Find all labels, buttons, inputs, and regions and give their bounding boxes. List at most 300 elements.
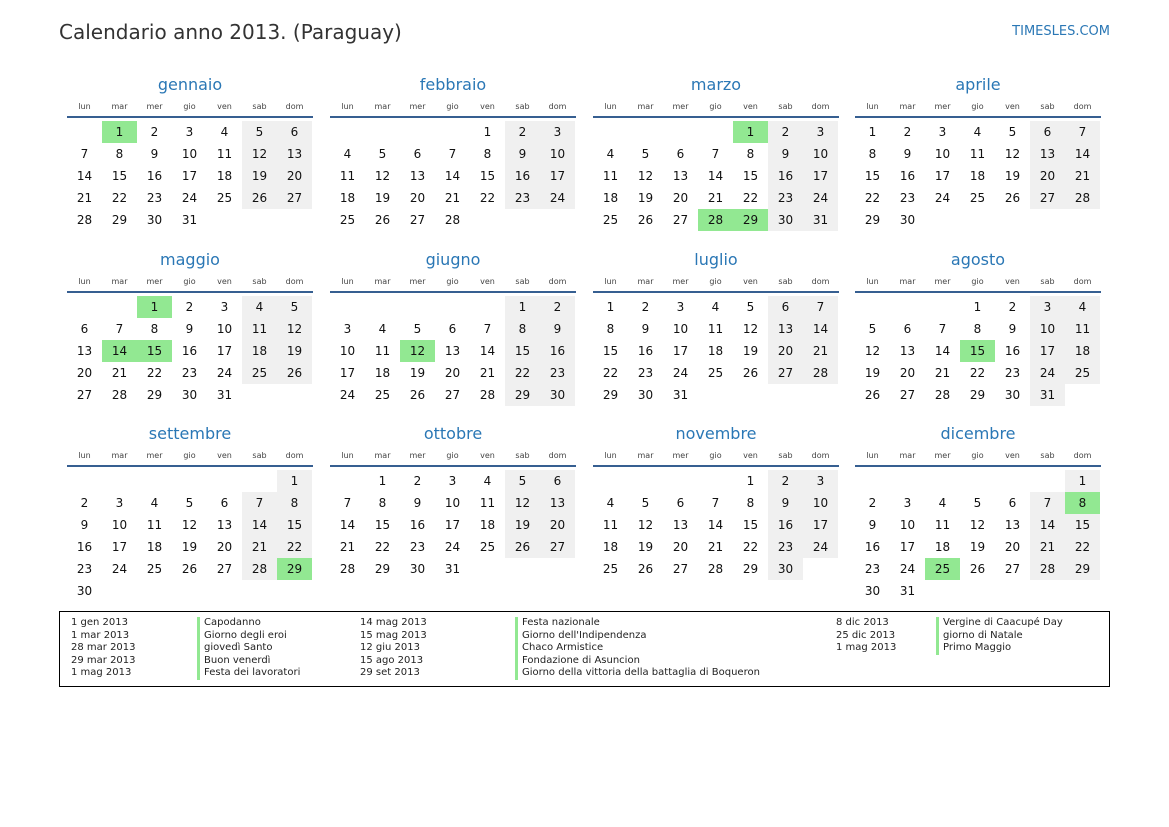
day-cell: 16 <box>768 514 803 536</box>
day-cell: 27 <box>409 213 426 227</box>
month-name: luglio <box>694 250 738 269</box>
weekday-label: gio <box>971 451 984 460</box>
day-cell: 11 <box>1065 318 1100 340</box>
day-cell: 1 <box>973 300 982 314</box>
day-cell: 4 <box>938 496 947 510</box>
day-cell: 13 <box>1030 143 1065 165</box>
day-cell: 10 <box>803 143 838 165</box>
day-cell: 6 <box>768 296 803 318</box>
day-cell: 23 <box>76 562 93 576</box>
weekday-label: ven <box>480 451 495 460</box>
day-cell: 17 <box>803 165 838 187</box>
empty-day-cell <box>803 384 838 406</box>
day-cell: 28 <box>1030 558 1065 580</box>
day-cell: 1 <box>505 296 540 318</box>
day-cell: 9 <box>413 496 422 510</box>
weekday-label: lun <box>866 102 879 111</box>
weekday-label: sab <box>778 451 793 460</box>
legend-holiday-name: giorno di Natale <box>936 630 1063 643</box>
empty-day-cell <box>1030 580 1065 602</box>
day-cell: 6 <box>676 496 685 510</box>
day-cell: 1 <box>746 474 755 488</box>
weekday-label: sab <box>515 102 530 111</box>
day-cell: 4 <box>242 296 277 318</box>
day-cell: 23 <box>768 187 803 209</box>
day-cell: 25 <box>707 366 724 380</box>
month-name: dicembre <box>940 424 1016 443</box>
empty-day-cell <box>925 296 960 318</box>
day-cell: 29 <box>742 562 759 576</box>
empty-day-cell <box>207 470 242 492</box>
day-cell: 21 <box>1030 536 1065 558</box>
legend-date: 15 ago 2013 <box>360 654 424 666</box>
empty-day-cell <box>365 296 400 318</box>
weekday-label: lun <box>866 451 879 460</box>
week-row <box>67 362 313 384</box>
empty-day-cell <box>960 209 995 231</box>
day-cell: 13 <box>409 169 426 183</box>
weekday-label: dom <box>1073 451 1092 460</box>
weekday-label: mar <box>374 277 391 286</box>
day-cell: 9 <box>505 143 540 165</box>
site-link[interactable]: TIMESLES.COM <box>1012 24 1110 39</box>
weekday-label: sab <box>1040 277 1055 286</box>
day-cell: 9 <box>1008 322 1017 336</box>
weekday-label: ven <box>217 277 232 286</box>
month-name: giugno <box>425 250 481 269</box>
day-cell: 30 <box>181 388 198 402</box>
weekday-label: ven <box>1005 451 1020 460</box>
day-cell: 2 <box>505 121 540 143</box>
day-cell: 19 <box>637 191 654 205</box>
legend-date: 12 giu 2013 <box>360 642 420 654</box>
empty-day-cell <box>540 209 575 231</box>
week-row <box>67 296 313 318</box>
day-cell: 2 <box>185 300 194 314</box>
day-cell: 7 <box>483 322 492 336</box>
day-cell: 3 <box>803 121 838 143</box>
day-cell: 5 <box>277 296 312 318</box>
month-ottobre <box>330 423 576 580</box>
week-row <box>67 558 313 580</box>
day-cell: 29 <box>111 213 128 227</box>
week-row <box>593 296 839 318</box>
day-cell: 29 <box>864 213 881 227</box>
day-cell: 19 <box>242 165 277 187</box>
day-cell: 20 <box>1030 165 1065 187</box>
empty-day-cell <box>593 470 628 492</box>
weekday-label: sab <box>515 451 530 460</box>
header-rule <box>593 291 839 293</box>
holiday-day-cell: 1 <box>102 121 137 143</box>
week-row <box>593 318 839 340</box>
weekday-label: dom <box>548 102 567 111</box>
empty-day-cell <box>1065 384 1100 406</box>
empty-day-cell <box>733 384 768 406</box>
day-cell: 19 <box>409 366 426 380</box>
day-cell: 27 <box>768 362 803 384</box>
day-cell: 20 <box>444 366 461 380</box>
day-cell: 11 <box>707 322 724 336</box>
day-cell: 6 <box>413 147 422 161</box>
day-cell: 18 <box>969 169 986 183</box>
day-cell: 14 <box>707 518 724 532</box>
day-cell: 16 <box>768 165 803 187</box>
day-cell: 8 <box>378 496 387 510</box>
day-cell: 22 <box>969 366 986 380</box>
day-cell: 27 <box>672 213 689 227</box>
day-cell: 6 <box>1030 121 1065 143</box>
day-cell: 1 <box>1065 470 1100 492</box>
day-cell: 2 <box>80 496 89 510</box>
empty-day-cell <box>505 209 540 231</box>
empty-day-cell <box>995 580 1030 602</box>
day-cell: 24 <box>181 191 198 205</box>
day-cell: 11 <box>969 147 986 161</box>
day-cell: 15 <box>505 340 540 362</box>
day-cell: 6 <box>277 121 312 143</box>
day-cell: 7 <box>242 492 277 514</box>
legend-holiday-name: Giorno dell'Indipendenza <box>515 630 760 643</box>
day-cell: 16 <box>409 518 426 532</box>
empty-day-cell <box>277 384 312 406</box>
holiday-day-cell: 15 <box>960 340 995 362</box>
day-cell: 13 <box>76 344 93 358</box>
holiday-day-cell: 25 <box>925 558 960 580</box>
day-cell: 7 <box>80 147 89 161</box>
empty-day-cell <box>470 296 505 318</box>
holiday-day-cell: 15 <box>137 340 172 362</box>
day-cell: 30 <box>768 558 803 580</box>
empty-day-cell <box>1030 209 1065 231</box>
day-cell: 2 <box>768 121 803 143</box>
day-cell: 5 <box>378 147 387 161</box>
legend-holiday-name: Buon venerdì <box>197 655 300 668</box>
weekday-label: dom <box>1073 102 1092 111</box>
empty-day-cell <box>628 470 663 492</box>
day-cell: 25 <box>602 213 619 227</box>
empty-day-cell <box>207 209 242 231</box>
empty-day-cell <box>242 470 277 492</box>
week-row <box>593 143 839 165</box>
day-cell: 23 <box>505 187 540 209</box>
weekday-label: mar <box>637 451 654 460</box>
day-cell: 22 <box>277 536 312 558</box>
empty-day-cell <box>67 121 102 143</box>
week-row <box>67 318 313 340</box>
day-cell: 10 <box>111 518 128 532</box>
day-cell: 5 <box>746 300 755 314</box>
empty-day-cell <box>102 580 137 602</box>
weekday-label: gio <box>709 102 722 111</box>
day-cell: 21 <box>934 366 951 380</box>
day-cell: 11 <box>242 318 277 340</box>
day-cell: 17 <box>181 169 198 183</box>
header-rule <box>330 465 576 467</box>
day-cell: 30 <box>540 384 575 406</box>
day-cell: 22 <box>146 366 163 380</box>
day-cell: 9 <box>903 147 912 161</box>
weekday-label: sab <box>252 451 267 460</box>
week-row <box>855 143 1101 165</box>
day-cell: 4 <box>378 322 387 336</box>
empty-day-cell <box>925 580 960 602</box>
month-dicembre <box>855 423 1101 602</box>
day-cell: 21 <box>339 540 356 554</box>
weekday-label: ven <box>480 102 495 111</box>
weekday-label: mar <box>899 451 916 460</box>
weekday-label: gio <box>709 277 722 286</box>
day-cell: 20 <box>1004 540 1021 554</box>
day-cell: 10 <box>339 344 356 358</box>
day-cell: 30 <box>768 209 803 231</box>
day-cell: 8 <box>973 322 982 336</box>
day-cell: 15 <box>602 344 619 358</box>
day-cell: 24 <box>339 388 356 402</box>
day-cell: 27 <box>76 388 93 402</box>
header-rule <box>593 116 839 118</box>
empty-day-cell <box>102 296 137 318</box>
day-cell: 4 <box>343 147 352 161</box>
day-cell: 2 <box>868 496 877 510</box>
day-cell: 28 <box>803 362 838 384</box>
day-cell: 10 <box>803 492 838 514</box>
holiday-day-cell: 29 <box>733 209 768 231</box>
day-cell: 21 <box>76 191 93 205</box>
week-row <box>330 165 576 187</box>
day-cell: 13 <box>672 518 689 532</box>
day-cell: 16 <box>505 165 540 187</box>
empty-day-cell <box>207 580 242 602</box>
month-giugno <box>330 249 576 406</box>
day-cell: 5 <box>641 496 650 510</box>
day-cell: 24 <box>934 191 951 205</box>
day-cell: 14 <box>934 344 951 358</box>
month-name: novembre <box>675 424 757 443</box>
day-cell: 26 <box>1004 191 1021 205</box>
week-row <box>855 318 1101 340</box>
week-row <box>330 384 576 406</box>
day-cell: 30 <box>146 213 163 227</box>
week-row <box>855 121 1101 143</box>
day-cell: 2 <box>641 300 650 314</box>
day-cell: 17 <box>1030 340 1065 362</box>
weekday-label: ven <box>743 277 758 286</box>
holiday-day-cell: 12 <box>400 340 435 362</box>
week-row <box>330 143 576 165</box>
weekday-label: sab <box>1040 102 1055 111</box>
day-cell: 16 <box>637 344 654 358</box>
month-luglio <box>593 249 839 406</box>
day-cell: 19 <box>277 340 312 362</box>
weekday-label: dom <box>285 277 304 286</box>
legend-date: 1 mag 2013 <box>836 642 897 654</box>
day-cell: 1 <box>606 300 615 314</box>
day-cell: 30 <box>899 213 916 227</box>
day-cell: 11 <box>602 169 619 183</box>
legend-names-col-2 <box>515 617 760 680</box>
empty-day-cell <box>925 209 960 231</box>
day-cell: 4 <box>483 474 492 488</box>
weekday-label: mer <box>409 277 426 286</box>
day-cell: 4 <box>973 125 982 139</box>
day-cell: 18 <box>602 540 619 554</box>
weekday-label: gio <box>446 102 459 111</box>
day-cell: 31 <box>216 388 233 402</box>
day-cell: 12 <box>637 518 654 532</box>
weekday-label: gio <box>971 277 984 286</box>
week-row <box>67 340 313 362</box>
day-cell: 7 <box>803 296 838 318</box>
empty-day-cell <box>995 470 1030 492</box>
day-cell: 14 <box>803 318 838 340</box>
day-cell: 17 <box>111 540 128 554</box>
day-cell: 7 <box>1065 121 1100 143</box>
weekday-label: lun <box>78 451 91 460</box>
empty-day-cell <box>400 296 435 318</box>
day-cell: 21 <box>1065 165 1100 187</box>
month-name: aprile <box>955 75 1001 94</box>
day-cell: 13 <box>444 344 461 358</box>
day-cell: 11 <box>216 147 233 161</box>
day-cell: 20 <box>672 540 689 554</box>
week-row <box>593 187 839 209</box>
day-cell: 30 <box>1004 388 1021 402</box>
legend-holiday-name: giovedì Santo <box>197 642 300 655</box>
empty-day-cell <box>890 296 925 318</box>
week-row <box>67 209 313 231</box>
day-cell: 22 <box>479 191 496 205</box>
day-cell: 23 <box>181 366 198 380</box>
day-cell: 6 <box>1008 496 1017 510</box>
legend-names-col-1 <box>197 617 300 680</box>
day-cell: 7 <box>711 147 720 161</box>
week-row <box>855 514 1101 536</box>
legend-holiday-name: Primo Maggio <box>936 642 1063 655</box>
empty-day-cell <box>330 296 365 318</box>
day-cell: 17 <box>803 514 838 536</box>
day-cell: 23 <box>409 540 426 554</box>
week-row <box>330 514 576 536</box>
week-row <box>330 536 576 558</box>
empty-day-cell <box>855 296 890 318</box>
month-novembre <box>593 423 839 580</box>
week-row <box>330 340 576 362</box>
week-row <box>593 121 839 143</box>
day-cell: 11 <box>934 518 951 532</box>
empty-day-cell <box>330 121 365 143</box>
day-cell: 5 <box>868 322 877 336</box>
weekday-header <box>855 274 1101 289</box>
weekday-header <box>855 99 1101 114</box>
day-cell: 5 <box>1008 125 1017 139</box>
holiday-day-cell: 14 <box>102 340 137 362</box>
day-cell: 8 <box>606 322 615 336</box>
day-cell: 25 <box>479 540 496 554</box>
empty-day-cell <box>470 209 505 231</box>
day-cell: 21 <box>111 366 128 380</box>
header-rule <box>855 116 1101 118</box>
day-cell: 25 <box>146 562 163 576</box>
day-cell: 24 <box>111 562 128 576</box>
weekday-header <box>67 448 313 463</box>
day-cell: 5 <box>973 496 982 510</box>
day-cell: 3 <box>115 496 124 510</box>
day-cell: 21 <box>707 191 724 205</box>
week-row <box>593 514 839 536</box>
day-cell: 31 <box>444 562 461 576</box>
day-cell: 20 <box>672 191 689 205</box>
day-cell: 13 <box>216 518 233 532</box>
weekday-label: lun <box>341 451 354 460</box>
day-cell: 8 <box>868 147 877 161</box>
day-cell: 10 <box>216 322 233 336</box>
weekday-label: gio <box>446 277 459 286</box>
day-cell: 6 <box>220 496 229 510</box>
day-cell: 5 <box>641 147 650 161</box>
legend-dates-col-2 <box>360 617 427 680</box>
day-cell: 21 <box>242 536 277 558</box>
weekday-header <box>67 274 313 289</box>
weekday-label: gio <box>183 102 196 111</box>
weekday-label: mer <box>672 451 689 460</box>
week-row <box>67 492 313 514</box>
day-cell: 8 <box>505 318 540 340</box>
day-cell: 8 <box>150 322 159 336</box>
weekday-label: mer <box>672 102 689 111</box>
day-cell: 6 <box>80 322 89 336</box>
day-cell: 16 <box>181 344 198 358</box>
day-cell: 2 <box>150 125 159 139</box>
empty-day-cell <box>1065 209 1100 231</box>
day-cell: 12 <box>864 344 881 358</box>
day-cell: 10 <box>1030 318 1065 340</box>
day-cell: 30 <box>637 388 654 402</box>
weekday-label: mer <box>409 451 426 460</box>
day-cell: 28 <box>111 388 128 402</box>
legend-holiday-name: Festa dei lavoratori <box>197 667 300 680</box>
empty-day-cell <box>435 121 470 143</box>
day-cell: 23 <box>540 362 575 384</box>
day-cell: 4 <box>150 496 159 510</box>
week-row <box>330 492 576 514</box>
weekday-label: mer <box>934 277 951 286</box>
day-cell: 14 <box>479 344 496 358</box>
month-name: febbraio <box>419 75 487 94</box>
day-cell: 9 <box>641 322 650 336</box>
week-row <box>67 187 313 209</box>
header-rule <box>67 291 313 293</box>
week-row <box>67 165 313 187</box>
weekday-label: lun <box>604 451 617 460</box>
legend-dates-col-1 <box>71 617 136 680</box>
day-cell: 22 <box>111 191 128 205</box>
day-cell: 28 <box>76 213 93 227</box>
weekday-label: ven <box>217 451 232 460</box>
day-cell: 20 <box>540 514 575 536</box>
day-cell: 29 <box>969 388 986 402</box>
day-cell: 28 <box>479 388 496 402</box>
month-agosto <box>855 249 1101 406</box>
day-cell: 17 <box>339 366 356 380</box>
weekday-label: sab <box>252 277 267 286</box>
weekday-label: lun <box>604 277 617 286</box>
day-cell: 25 <box>339 213 356 227</box>
day-cell: 8 <box>746 147 755 161</box>
empty-day-cell <box>137 470 172 492</box>
header-rule <box>330 116 576 118</box>
legend-date: 15 mag 2013 <box>360 629 427 641</box>
